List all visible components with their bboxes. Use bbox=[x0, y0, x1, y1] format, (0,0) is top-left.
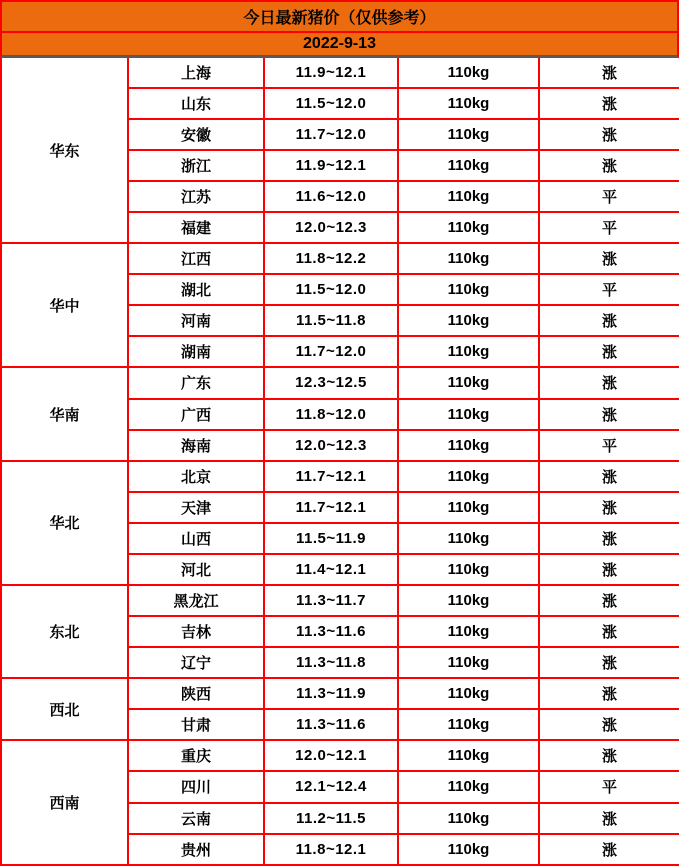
price-range-cell: 11.9~12.1 bbox=[264, 150, 398, 181]
province-cell: 福建 bbox=[128, 212, 264, 243]
weight-cell: 110kg bbox=[398, 771, 539, 802]
weight-cell: 110kg bbox=[398, 554, 539, 585]
weight-cell: 110kg bbox=[398, 212, 539, 243]
price-range-cell: 11.3~11.6 bbox=[264, 616, 398, 647]
trend-cell: 平 bbox=[539, 212, 679, 243]
weight-cell: 110kg bbox=[398, 243, 539, 274]
weight-cell: 110kg bbox=[398, 803, 539, 834]
trend-cell: 涨 bbox=[539, 336, 679, 367]
weight-cell: 110kg bbox=[398, 336, 539, 367]
table-row bbox=[1, 740, 679, 771]
province-cell: 山西 bbox=[128, 523, 264, 554]
province-cell: 河北 bbox=[128, 554, 264, 585]
trend-cell: 涨 bbox=[539, 523, 679, 554]
province-cell: 四川 bbox=[128, 771, 264, 802]
price-range-cell: 11.3~11.7 bbox=[264, 585, 398, 616]
weight-cell: 110kg bbox=[398, 616, 539, 647]
region-cell: 华北 bbox=[1, 461, 128, 585]
price-range-cell: 11.7~12.1 bbox=[264, 461, 398, 492]
price-range-cell: 11.8~12.1 bbox=[264, 834, 398, 865]
trend-cell: 涨 bbox=[539, 740, 679, 771]
province-cell: 北京 bbox=[128, 461, 264, 492]
weight-cell: 110kg bbox=[398, 181, 539, 212]
trend-cell: 涨 bbox=[539, 585, 679, 616]
table-row bbox=[1, 243, 679, 274]
region-cell: 西南 bbox=[1, 740, 128, 865]
price-range-cell: 11.8~12.0 bbox=[264, 399, 398, 430]
trend-cell: 涨 bbox=[539, 88, 679, 119]
province-cell: 云南 bbox=[128, 803, 264, 834]
trend-cell: 涨 bbox=[539, 305, 679, 336]
table-row bbox=[1, 58, 679, 88]
province-cell: 贵州 bbox=[128, 834, 264, 865]
trend-cell: 涨 bbox=[539, 709, 679, 740]
table-row bbox=[1, 367, 679, 398]
weight-cell: 110kg bbox=[398, 58, 539, 88]
trend-cell: 涨 bbox=[539, 461, 679, 492]
table-row bbox=[1, 678, 679, 709]
trend-cell: 涨 bbox=[539, 150, 679, 181]
weight-cell: 110kg bbox=[398, 274, 539, 305]
weight-cell: 110kg bbox=[398, 492, 539, 523]
weight-cell: 110kg bbox=[398, 461, 539, 492]
weight-cell: 110kg bbox=[398, 430, 539, 461]
trend-cell: 涨 bbox=[539, 803, 679, 834]
province-cell: 安徽 bbox=[128, 119, 264, 150]
price-range-cell: 11.3~11.9 bbox=[264, 678, 398, 709]
region-cell: 华中 bbox=[1, 243, 128, 367]
province-cell: 陕西 bbox=[128, 678, 264, 709]
price-range-cell: 11.5~12.0 bbox=[264, 88, 398, 119]
region-cell: 东北 bbox=[1, 585, 128, 678]
trend-cell: 涨 bbox=[539, 616, 679, 647]
weight-cell: 110kg bbox=[398, 585, 539, 616]
price-range-cell: 11.8~12.2 bbox=[264, 243, 398, 274]
trend-cell: 涨 bbox=[539, 834, 679, 865]
region-cell: 华东 bbox=[1, 58, 128, 243]
price-range-cell: 11.2~11.5 bbox=[264, 803, 398, 834]
trend-cell: 涨 bbox=[539, 399, 679, 430]
price-range-cell: 11.3~11.8 bbox=[264, 647, 398, 678]
province-cell: 湖北 bbox=[128, 274, 264, 305]
trend-cell: 涨 bbox=[539, 492, 679, 523]
weight-cell: 110kg bbox=[398, 88, 539, 119]
province-cell: 黑龙江 bbox=[128, 585, 264, 616]
province-cell: 江苏 bbox=[128, 181, 264, 212]
price-range-cell: 12.0~12.3 bbox=[264, 430, 398, 461]
price-range-cell: 11.5~11.9 bbox=[264, 523, 398, 554]
weight-cell: 110kg bbox=[398, 740, 539, 771]
weight-cell: 110kg bbox=[398, 647, 539, 678]
price-range-cell: 12.0~12.3 bbox=[264, 212, 398, 243]
province-cell: 广西 bbox=[128, 399, 264, 430]
price-range-cell: 11.7~12.0 bbox=[264, 119, 398, 150]
region-cell: 西北 bbox=[1, 678, 128, 740]
weight-cell: 110kg bbox=[398, 678, 539, 709]
table-row bbox=[1, 585, 679, 616]
trend-cell: 平 bbox=[539, 430, 679, 461]
weight-cell: 110kg bbox=[398, 119, 539, 150]
weight-cell: 110kg bbox=[398, 834, 539, 865]
price-range-cell: 12.0~12.1 bbox=[264, 740, 398, 771]
trend-cell: 平 bbox=[539, 181, 679, 212]
province-cell: 江西 bbox=[128, 243, 264, 274]
price-range-cell: 11.5~11.8 bbox=[264, 305, 398, 336]
price-range-cell: 11.7~12.1 bbox=[264, 492, 398, 523]
trend-cell: 平 bbox=[539, 274, 679, 305]
price-range-cell: 11.5~12.0 bbox=[264, 274, 398, 305]
province-cell: 海南 bbox=[128, 430, 264, 461]
province-cell: 甘肃 bbox=[128, 709, 264, 740]
price-range-cell: 11.6~12.0 bbox=[264, 181, 398, 212]
trend-cell: 涨 bbox=[539, 367, 679, 398]
price-table-body bbox=[1, 58, 679, 865]
province-cell: 吉林 bbox=[128, 616, 264, 647]
province-cell: 浙江 bbox=[128, 150, 264, 181]
weight-cell: 110kg bbox=[398, 709, 539, 740]
province-cell: 广东 bbox=[128, 367, 264, 398]
region-cell: 华南 bbox=[1, 367, 128, 460]
trend-cell: 涨 bbox=[539, 58, 679, 88]
province-cell: 山东 bbox=[128, 88, 264, 119]
trend-cell: 涨 bbox=[539, 243, 679, 274]
page-title: 今日最新猪价（仅供参考） bbox=[0, 0, 679, 31]
table-row bbox=[1, 461, 679, 492]
province-cell: 河南 bbox=[128, 305, 264, 336]
province-cell: 湖南 bbox=[128, 336, 264, 367]
weight-cell: 110kg bbox=[398, 523, 539, 554]
province-cell: 重庆 bbox=[128, 740, 264, 771]
price-range-cell: 11.4~12.1 bbox=[264, 554, 398, 585]
price-range-cell: 11.7~12.0 bbox=[264, 336, 398, 367]
weight-cell: 110kg bbox=[398, 305, 539, 336]
trend-cell: 涨 bbox=[539, 119, 679, 150]
weight-cell: 110kg bbox=[398, 367, 539, 398]
price-range-cell: 11.9~12.1 bbox=[264, 58, 398, 88]
price-range-cell: 12.1~12.4 bbox=[264, 771, 398, 802]
trend-cell: 涨 bbox=[539, 554, 679, 585]
price-range-cell: 12.3~12.5 bbox=[264, 367, 398, 398]
province-cell: 天津 bbox=[128, 492, 264, 523]
date-label: 2022-9-13 bbox=[0, 31, 679, 58]
trend-cell: 涨 bbox=[539, 647, 679, 678]
trend-cell: 平 bbox=[539, 771, 679, 802]
price-range-cell: 11.3~11.6 bbox=[264, 709, 398, 740]
weight-cell: 110kg bbox=[398, 150, 539, 181]
province-cell: 上海 bbox=[128, 58, 264, 88]
province-cell: 辽宁 bbox=[128, 647, 264, 678]
weight-cell: 110kg bbox=[398, 399, 539, 430]
trend-cell: 涨 bbox=[539, 678, 679, 709]
price-table bbox=[0, 58, 679, 866]
